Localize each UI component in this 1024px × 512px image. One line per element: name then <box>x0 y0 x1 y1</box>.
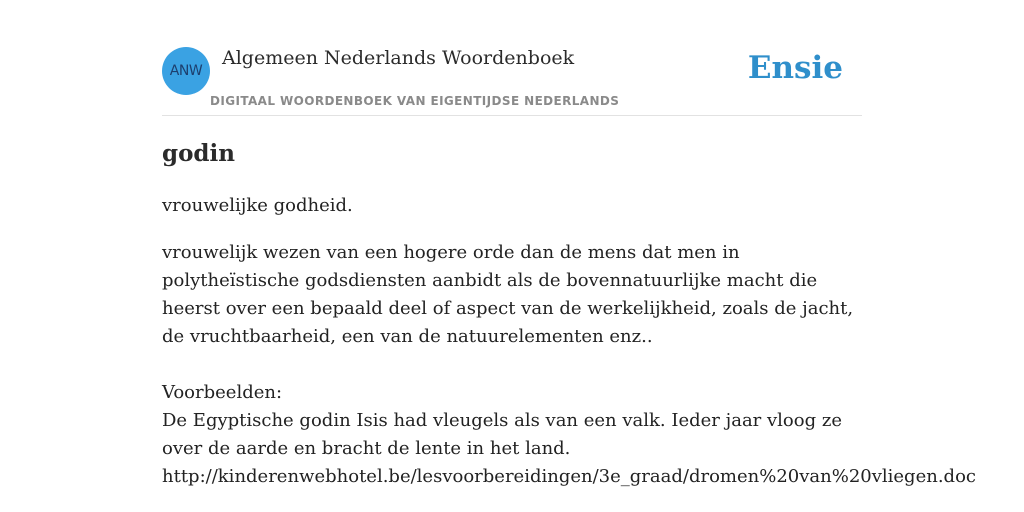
example-text: De Egyptische godin Isis had vleugels als van een valk. Ieder jaar vloog ze over de aarde en bracht de lente in het land. <box>162 410 842 459</box>
anw-logo[interactable] <box>162 47 210 95</box>
short-definition: vrouwelijke godheid. <box>162 195 353 216</box>
logo-text: ANW <box>169 63 203 79</box>
long-definition: vrouwelijk wezen van een hogere orde dan de mens dat men in polytheïstische godsdiensten aanbidt als de bovennatuurlijke macht die heerst over een bepaald deel of aspect van de werkelijkheid, zoals de jacht, de vruchtbaarheid, een van de natuurelementen enz.. <box>162 242 854 347</box>
dictionary-subtitle: DIGITAAL WOORDENBOEK VAN EIGENTIJDSE NEDERLANDS <box>210 94 620 108</box>
site-header <box>162 45 862 116</box>
spacer <box>162 351 942 379</box>
entry-content <box>162 138 976 491</box>
ensie-brand-logo[interactable]: Ensie <box>747 50 843 86</box>
example-source: http://kinderenwebhotel.be/lesvoorbereidingen/3e_graad/dromen%20van%20vliegen.doc <box>162 466 976 487</box>
entry-term: godin <box>162 140 235 167</box>
examples-label: Voorbeelden: <box>162 382 283 403</box>
dictionary-title[interactable]: Algemeen Nederlands Woordenboek <box>222 47 575 69</box>
